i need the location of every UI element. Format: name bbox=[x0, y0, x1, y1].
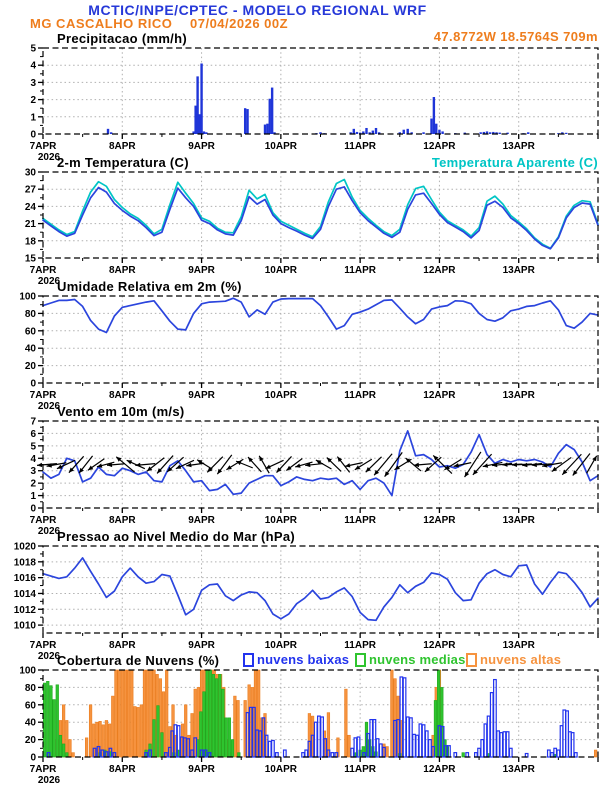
precip-bar bbox=[403, 130, 405, 134]
cloud-bar bbox=[209, 670, 212, 757]
y-tick-label: 60 bbox=[24, 326, 36, 338]
x-tick-label: 8APR bbox=[108, 265, 136, 276]
wind-arrow-head bbox=[532, 463, 537, 467]
y-tick-label: 18 bbox=[24, 236, 36, 248]
x-tick-label: 11APR bbox=[344, 141, 376, 152]
cloud-bar bbox=[494, 680, 497, 757]
y-axis-pressure bbox=[14, 542, 598, 632]
pressure-line bbox=[43, 558, 598, 620]
y-tick-label: 1014 bbox=[13, 588, 36, 600]
cloud-bar bbox=[212, 674, 215, 757]
cloud-bar bbox=[215, 679, 218, 757]
precip-bar bbox=[200, 63, 202, 134]
cloud-bar bbox=[50, 686, 53, 757]
wind-arrow-head bbox=[88, 466, 93, 471]
panel-humidity bbox=[19, 292, 598, 413]
cloud-bar bbox=[429, 740, 432, 757]
legend-label-mid-clouds: nuvens medias bbox=[369, 652, 466, 667]
cloud-bar bbox=[419, 724, 422, 757]
precip-bar bbox=[430, 119, 432, 134]
y-tick-label: 5 bbox=[30, 43, 36, 55]
precip-bar bbox=[527, 132, 529, 134]
precip-bar bbox=[353, 129, 355, 134]
precip-bar bbox=[365, 128, 367, 134]
cloud-bar bbox=[203, 692, 206, 757]
cloud-bar bbox=[69, 740, 72, 757]
legend-label-high-clouds: nuvens altas bbox=[480, 652, 562, 667]
cloud-bar bbox=[454, 753, 457, 757]
precip-bar bbox=[271, 88, 273, 134]
precip-bar bbox=[264, 125, 266, 134]
cloud-bar bbox=[484, 724, 487, 757]
legend-label-low-clouds: nuvens baixas bbox=[257, 652, 350, 667]
x-tick-label: 9APR bbox=[188, 141, 215, 152]
cloud-bar bbox=[490, 693, 493, 757]
cloud-bar bbox=[413, 734, 416, 757]
precip-bar bbox=[244, 108, 246, 134]
y-axis-humidity bbox=[19, 292, 598, 390]
humidity-line bbox=[43, 298, 598, 332]
x-axis-year-label: 2026 bbox=[37, 775, 61, 786]
legend-apparent-temperature: Temperatura Aparente (C) bbox=[431, 155, 598, 170]
y-tick-label: 1010 bbox=[13, 620, 36, 632]
cloud-bar bbox=[165, 670, 168, 757]
cloud-bar bbox=[321, 717, 324, 757]
cloud-bar bbox=[206, 670, 209, 757]
x-tick-label: 7APR bbox=[29, 640, 57, 651]
cloud-bar bbox=[134, 707, 137, 757]
cloud-bar bbox=[131, 670, 134, 757]
cloud-bar bbox=[65, 753, 68, 757]
panel-title-precipitation: Precipitacao (mm/h) bbox=[57, 31, 187, 46]
wind-arrow-head bbox=[483, 463, 488, 467]
precip-bar bbox=[375, 128, 377, 134]
x-tick-label: 9APR bbox=[188, 640, 215, 651]
y-tick-label: 1012 bbox=[13, 604, 36, 616]
x-tick-label: 12APR bbox=[423, 764, 456, 775]
cloud-bar bbox=[228, 718, 231, 757]
cloud-bar bbox=[118, 670, 121, 757]
y-tick-label: 0 bbox=[30, 378, 36, 390]
cloud-bar bbox=[219, 674, 222, 757]
cloud-bar bbox=[272, 740, 275, 757]
cloud-bar bbox=[157, 706, 160, 757]
cloud-bar bbox=[475, 753, 478, 757]
precip-bar bbox=[246, 109, 248, 134]
y-tick-label: 1 bbox=[30, 112, 36, 124]
x-tick-label: 11APR bbox=[344, 515, 376, 526]
cloud-bar bbox=[225, 718, 228, 757]
y-tick-label: 21 bbox=[24, 219, 36, 231]
x-tick-label: 8APR bbox=[108, 141, 136, 152]
cloud-bar bbox=[62, 744, 65, 757]
y-tick-label: 20 bbox=[24, 361, 36, 373]
y-tick-label: 40 bbox=[24, 717, 36, 729]
cloud-bar bbox=[222, 689, 225, 757]
cloud-bar bbox=[481, 740, 484, 757]
cloud-bar bbox=[551, 753, 554, 757]
cloud-bar bbox=[237, 700, 240, 757]
x-tick-label: 13APR bbox=[502, 640, 535, 651]
x-tick-label: 12APR bbox=[423, 265, 456, 276]
cloud-bar bbox=[124, 670, 127, 757]
x-tick-label: 8APR bbox=[108, 515, 136, 526]
cloud-bar bbox=[53, 700, 56, 757]
cloud-bar bbox=[65, 720, 68, 757]
x-tick-label: 8APR bbox=[108, 764, 136, 775]
cloud-bar bbox=[56, 685, 59, 757]
x-tick-label: 11APR bbox=[344, 764, 376, 775]
cloud-bar bbox=[386, 747, 389, 757]
cloud-bar bbox=[425, 731, 428, 757]
cloud-bar bbox=[478, 748, 481, 757]
y-tick-label: 100 bbox=[19, 291, 36, 303]
x-tick-label: 7APR bbox=[29, 265, 57, 276]
panel-temperature bbox=[25, 168, 598, 288]
precip-bar bbox=[565, 133, 567, 134]
y-tick-label: 20 bbox=[24, 735, 36, 747]
station-coordinates: 47.8772W 18.5764S 709m bbox=[433, 29, 598, 44]
x-tick-label: 12APR bbox=[423, 515, 456, 526]
cloud-bar bbox=[161, 733, 164, 757]
x-tick-label: 9APR bbox=[188, 764, 215, 775]
precip-bar bbox=[407, 129, 409, 134]
panel-title-temperature: 2-m Temperatura (C) bbox=[57, 155, 189, 170]
cloud-bar bbox=[416, 735, 419, 757]
panel-title-wind: Vento em 10m (m/s) bbox=[57, 404, 185, 419]
panel-title-humidity: Umidade Relativa em 2m (%) bbox=[57, 279, 242, 294]
cloud-bar bbox=[127, 670, 130, 757]
y-tick-label: 6 bbox=[30, 428, 36, 440]
panel-precipitation bbox=[30, 44, 598, 164]
x-tick-label: 13APR bbox=[502, 764, 535, 775]
y-tick-label: 24 bbox=[24, 201, 36, 213]
plot-frame bbox=[43, 296, 598, 383]
x-axis-year-label: 2026 bbox=[37, 152, 61, 163]
x-tick-label: 13APR bbox=[502, 141, 535, 152]
cloud-bar bbox=[557, 750, 560, 757]
cloud-bar bbox=[575, 753, 578, 757]
precip-bar bbox=[266, 124, 268, 134]
y-tick-label: 3 bbox=[30, 77, 36, 89]
x-axis-pressure bbox=[30, 546, 598, 662]
y-tick-label: 1016 bbox=[13, 573, 36, 585]
precip-bar bbox=[422, 132, 424, 134]
cloud-bar bbox=[506, 732, 509, 757]
precip-bar bbox=[498, 133, 500, 134]
x-tick-label: 7APR bbox=[29, 141, 57, 152]
x-tick-label: 12APR bbox=[423, 640, 456, 651]
y-tick-label: 7 bbox=[30, 416, 36, 428]
precip-bar bbox=[107, 129, 109, 134]
cloud-bar bbox=[59, 735, 62, 757]
x-tick-label: 13APR bbox=[502, 265, 535, 276]
cloud-bar bbox=[284, 750, 287, 757]
x-tick-label: 7APR bbox=[29, 764, 57, 775]
x-tick-label: 10APR bbox=[264, 764, 297, 775]
x-tick-label: 10APR bbox=[264, 515, 297, 526]
x-tick-label: 11APR bbox=[344, 640, 376, 651]
cloud-bar bbox=[268, 741, 271, 757]
y-tick-label: 2 bbox=[30, 478, 36, 490]
run-datetime: 07/04/2026 00Z bbox=[190, 16, 289, 31]
plot-frame bbox=[43, 546, 598, 633]
x-tick-label: 10APR bbox=[264, 390, 297, 401]
y-tick-label: 60 bbox=[24, 700, 36, 712]
x-tick-label: 10APR bbox=[264, 141, 297, 152]
plot-frame bbox=[43, 172, 598, 258]
x-axis-year-label: 2026 bbox=[37, 401, 61, 412]
y-tick-label: 27 bbox=[24, 184, 36, 196]
y-tick-label: 2 bbox=[30, 95, 36, 107]
panel-clouds bbox=[19, 666, 598, 787]
x-tick-label: 9APR bbox=[188, 390, 215, 401]
y-tick-label: 0 bbox=[30, 752, 36, 764]
y-tick-label: 100 bbox=[19, 665, 36, 677]
panel-pressure bbox=[14, 542, 598, 663]
cloud-bar bbox=[351, 748, 354, 757]
cloud-bar bbox=[137, 707, 140, 757]
cloud-bar bbox=[406, 717, 409, 757]
x-tick-label: 12APR bbox=[423, 390, 456, 401]
x-tick-label: 13APR bbox=[502, 515, 535, 526]
cloud-bar bbox=[153, 720, 156, 757]
cloud-bar bbox=[143, 670, 146, 757]
cloud-bar bbox=[46, 681, 49, 757]
cloud-bar bbox=[379, 744, 382, 757]
cloud-bar bbox=[43, 683, 46, 757]
cloud-bar bbox=[509, 748, 512, 757]
precipitation-bars bbox=[107, 63, 568, 134]
y-tick-label: 1020 bbox=[13, 541, 36, 553]
cloud-bar bbox=[422, 725, 425, 757]
wind-arrow-head bbox=[502, 462, 507, 466]
x-axis-year-label: 2026 bbox=[37, 276, 61, 287]
precip-bar bbox=[269, 99, 271, 134]
cloud-bar bbox=[487, 716, 490, 757]
precip-bar bbox=[489, 132, 491, 134]
y-tick-label: 0 bbox=[30, 503, 36, 515]
cloud-bar bbox=[305, 750, 308, 757]
cloud-bar bbox=[302, 753, 305, 757]
y-tick-label: 4 bbox=[30, 60, 36, 72]
cloud-bar bbox=[331, 753, 334, 757]
cloud-bar bbox=[348, 735, 351, 757]
app-title: MCTIC/INPE/CPTEC - MODELO REGIONAL WRF bbox=[88, 2, 427, 18]
y-tick-label: 30 bbox=[24, 167, 36, 179]
x-tick-label: 9APR bbox=[188, 265, 215, 276]
cloud-bar bbox=[503, 732, 506, 757]
x-tick-label: 7APR bbox=[29, 390, 57, 401]
plot-frame bbox=[43, 48, 598, 134]
cloud-bar bbox=[403, 678, 406, 757]
y-tick-label: 15 bbox=[24, 253, 36, 265]
x-axis-year-label: 2026 bbox=[37, 651, 61, 662]
wind-arrow-head bbox=[512, 463, 517, 467]
cloud-bar bbox=[497, 731, 500, 757]
x-tick-label: 9APR bbox=[188, 515, 215, 526]
x-tick-label: 11APR bbox=[344, 390, 376, 401]
cloud-bar bbox=[462, 753, 465, 757]
cloud-bar bbox=[466, 753, 469, 757]
cloud-bar bbox=[345, 689, 348, 757]
y-tick-label: 0 bbox=[30, 129, 36, 141]
panel-title-clouds: Cobertura de Nuvens (%) bbox=[57, 653, 220, 668]
y-tick-label: 5 bbox=[30, 441, 36, 453]
precip-bar bbox=[435, 124, 437, 134]
cloud-bar bbox=[85, 738, 88, 757]
cloud-bar bbox=[594, 750, 597, 757]
y-tick-label: 1018 bbox=[13, 557, 36, 569]
cloud-bar bbox=[500, 733, 503, 757]
panel-wind bbox=[30, 417, 598, 538]
cloud-bar bbox=[410, 718, 413, 757]
y-tick-label: 80 bbox=[24, 308, 36, 320]
precip-bar bbox=[356, 132, 358, 134]
x-tick-label: 12APR bbox=[423, 141, 456, 152]
x-tick-label: 8APR bbox=[108, 390, 136, 401]
precip-bar bbox=[479, 132, 481, 134]
y-tick-label: 80 bbox=[24, 682, 36, 694]
cloud-bar bbox=[571, 733, 574, 757]
cloud-bar bbox=[115, 670, 118, 757]
y-tick-label: 4 bbox=[30, 453, 36, 465]
x-tick-label: 8APR bbox=[108, 640, 136, 651]
station-name: MG CASCALHO RICO bbox=[30, 16, 173, 31]
cloud-bar bbox=[89, 705, 92, 757]
y-tick-label: 40 bbox=[24, 343, 36, 355]
cloud-bar bbox=[391, 670, 394, 757]
cloud-bar bbox=[276, 753, 279, 757]
x-tick-label: 13APR bbox=[502, 390, 535, 401]
cloud-bar bbox=[548, 750, 551, 757]
precip-bar bbox=[441, 131, 443, 134]
y-tick-label: 1 bbox=[30, 491, 36, 503]
x-tick-label: 10APR bbox=[264, 265, 297, 276]
cloud-bar bbox=[140, 705, 143, 757]
cloud-bar bbox=[72, 753, 75, 757]
x-axis-year-label: 2026 bbox=[37, 526, 61, 537]
cloud-bar bbox=[121, 670, 124, 757]
x-tick-label: 10APR bbox=[264, 640, 297, 651]
x-axis-wind bbox=[30, 421, 598, 537]
panel-title-pressure: Pressao ao Nivel Medio do Mar (hPa) bbox=[57, 529, 296, 544]
x-tick-label: 11APR bbox=[344, 265, 376, 276]
x-tick-label: 7APR bbox=[29, 515, 57, 526]
precip-bar bbox=[433, 97, 435, 134]
cloud-bar bbox=[314, 722, 317, 757]
wind-vector-arrows bbox=[37, 452, 597, 477]
y-tick-label: 3 bbox=[30, 466, 36, 478]
cloud-bar bbox=[238, 753, 241, 757]
cloud-bar bbox=[231, 740, 234, 757]
y-axis-precipitation bbox=[30, 44, 598, 141]
precip-bar bbox=[438, 130, 440, 134]
